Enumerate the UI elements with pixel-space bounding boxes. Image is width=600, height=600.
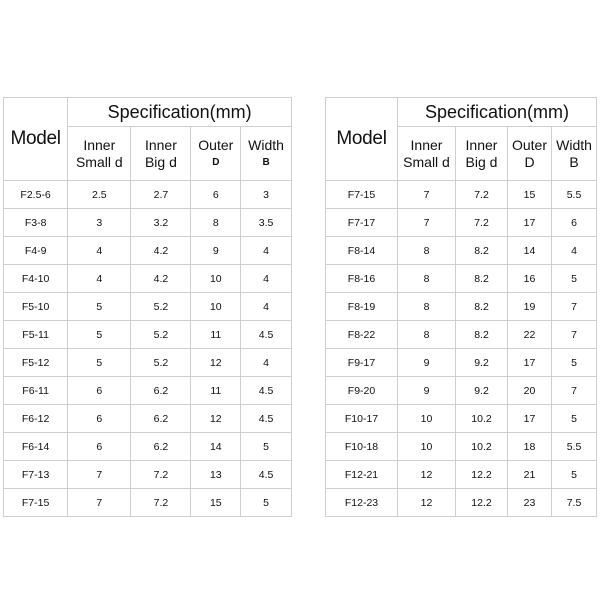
inner-big-d-cell: 8.2	[456, 293, 508, 321]
inner-small-d-cell: 12	[398, 489, 456, 517]
model-cell: F8-22	[326, 321, 398, 349]
column-header-inner-big-d	[456, 127, 508, 181]
inner-big-d-cell: 8.2	[456, 237, 508, 265]
inner-small-d-cell: 10	[398, 405, 456, 433]
width-b-cell: 5	[552, 405, 597, 433]
inner-big-d-cell: 10.2	[456, 433, 508, 461]
outer-d-cell: 10	[191, 293, 241, 321]
model-cell: F8-19	[326, 293, 398, 321]
column-header-line1: Inner	[410, 136, 443, 153]
width-b-cell: 5	[552, 349, 597, 377]
outer-d-cell: 8	[191, 209, 241, 237]
inner-big-d-cell: 7.2	[456, 209, 508, 237]
width-b-cell: 5	[552, 461, 597, 489]
width-b-cell: 5	[241, 489, 292, 517]
column-header-line2: Small d	[403, 153, 450, 170]
model-cell: F3-8	[4, 209, 68, 237]
inner-big-d-cell: 12.2	[456, 489, 508, 517]
model-cell: F7-17	[326, 209, 398, 237]
outer-d-cell: 17	[508, 349, 552, 377]
column-header-line2: Big d	[465, 153, 498, 170]
table-row	[4, 377, 292, 405]
inner-big-d-cell: 4.2	[131, 265, 191, 293]
outer-d-cell: 11	[191, 321, 241, 349]
outer-d-cell: 15	[508, 181, 552, 209]
table-row	[326, 349, 597, 377]
inner-big-d-cell: 6.2	[131, 405, 191, 433]
model-cell: F7-15	[4, 489, 68, 517]
model-cell: F6-12	[4, 405, 68, 433]
model-cell: F12-23	[326, 489, 398, 517]
width-b-cell: 4	[241, 237, 292, 265]
width-b-cell: 3	[241, 181, 292, 209]
outer-d-cell: 11	[191, 377, 241, 405]
model-cell: F10-18	[326, 433, 398, 461]
inner-big-d-cell: 2.7	[131, 181, 191, 209]
width-b-cell: 5	[241, 433, 292, 461]
outer-d-cell: 6	[191, 181, 241, 209]
inner-big-d-cell: 7.2	[131, 461, 191, 489]
model-cell: F7-15	[326, 181, 398, 209]
model-cell: F5-10	[4, 293, 68, 321]
table-row	[326, 265, 597, 293]
table-row	[4, 489, 292, 517]
table-row	[326, 237, 597, 265]
inner-big-d-cell: 8.2	[456, 321, 508, 349]
width-b-cell: 4	[241, 293, 292, 321]
inner-big-d-cell: 6.2	[131, 433, 191, 461]
width-b-cell: 3.5	[241, 209, 292, 237]
width-b-cell: 5.5	[552, 433, 597, 461]
table-row	[326, 209, 597, 237]
width-b-cell: 4.5	[241, 461, 292, 489]
column-header-line2: D	[524, 153, 535, 170]
table-row	[326, 461, 597, 489]
table-row	[326, 405, 597, 433]
inner-small-d-cell: 7	[398, 181, 456, 209]
outer-d-cell: 22	[508, 321, 552, 349]
width-b-cell: 4	[552, 237, 597, 265]
table-row	[4, 349, 292, 377]
column-header-line1: Outer	[198, 136, 234, 153]
table-row	[4, 293, 292, 321]
specification-header: Specification(mm)	[398, 98, 597, 127]
model-cell: F4-10	[4, 265, 68, 293]
specification-header: Specification(mm)	[68, 98, 292, 127]
inner-small-d-cell: 9	[398, 349, 456, 377]
inner-big-d-cell: 5.2	[131, 349, 191, 377]
table-row	[4, 321, 292, 349]
inner-big-d-cell: 7.2	[456, 181, 508, 209]
column-header-width-b	[552, 127, 597, 181]
outer-d-cell: 15	[191, 489, 241, 517]
column-header-line1: Outer	[511, 136, 547, 153]
model-cell: F5-12	[4, 349, 68, 377]
model-cell: F9-17	[326, 349, 398, 377]
outer-d-cell: 21	[508, 461, 552, 489]
column-header-line2: B	[262, 156, 270, 168]
table-row	[326, 321, 597, 349]
table-row	[326, 377, 597, 405]
column-header-inner-big-d	[131, 127, 191, 181]
model-cell: F6-14	[4, 433, 68, 461]
outer-d-cell: 14	[191, 433, 241, 461]
inner-small-d-cell: 8	[398, 237, 456, 265]
outer-d-cell: 12	[191, 405, 241, 433]
inner-big-d-cell: 5.2	[131, 293, 191, 321]
inner-small-d-cell: 5	[68, 349, 131, 377]
table-row	[4, 405, 292, 433]
model-cell: F5-11	[4, 321, 68, 349]
column-header-outer-d	[508, 127, 552, 181]
table-row	[4, 181, 292, 209]
width-b-cell: 4.5	[241, 377, 292, 405]
inner-small-d-cell: 2.5	[68, 181, 131, 209]
inner-big-d-cell: 9.2	[456, 377, 508, 405]
inner-big-d-cell: 5.2	[131, 321, 191, 349]
inner-small-d-cell: 10	[398, 433, 456, 461]
column-header-line2: Big d	[144, 153, 177, 170]
model-cell: F6-11	[4, 377, 68, 405]
column-header-line2: D	[212, 156, 220, 168]
model-cell: F10-17	[326, 405, 398, 433]
outer-d-cell: 23	[508, 489, 552, 517]
table-row	[4, 433, 292, 461]
inner-small-d-cell: 7	[68, 461, 131, 489]
inner-small-d-cell: 4	[68, 265, 131, 293]
width-b-cell: 4	[241, 265, 292, 293]
width-b-cell: 7	[552, 377, 597, 405]
width-b-cell: 5	[552, 265, 597, 293]
column-header-outer-d	[191, 127, 241, 181]
width-b-cell: 4	[241, 349, 292, 377]
outer-d-cell: 20	[508, 377, 552, 405]
table-row	[326, 181, 597, 209]
model-header: Model	[4, 98, 68, 181]
inner-small-d-cell: 6	[68, 405, 131, 433]
model-cell: F8-16	[326, 265, 398, 293]
model-cell: F4-9	[4, 237, 68, 265]
model-cell: F12-21	[326, 461, 398, 489]
inner-small-d-cell: 8	[398, 321, 456, 349]
outer-d-cell: 14	[508, 237, 552, 265]
inner-big-d-cell: 10.2	[456, 405, 508, 433]
inner-small-d-cell: 5	[68, 321, 131, 349]
table-row	[326, 433, 597, 461]
outer-d-cell: 19	[508, 293, 552, 321]
outer-d-cell: 12	[191, 349, 241, 377]
inner-big-d-cell: 12.2	[456, 461, 508, 489]
model-cell: F8-14	[326, 237, 398, 265]
column-header-line1: Width	[248, 136, 284, 153]
inner-big-d-cell: 8.2	[456, 265, 508, 293]
column-header-line1: Inner	[465, 136, 498, 153]
outer-d-cell: 10	[191, 265, 241, 293]
width-b-cell: 5.5	[552, 181, 597, 209]
inner-small-d-cell: 4	[68, 237, 131, 265]
outer-d-cell: 13	[191, 461, 241, 489]
table-row	[4, 237, 292, 265]
inner-small-d-cell: 7	[398, 209, 456, 237]
inner-small-d-cell: 5	[68, 293, 131, 321]
inner-small-d-cell: 6	[68, 433, 131, 461]
model-cell: F9-20	[326, 377, 398, 405]
outer-d-cell: 17	[508, 405, 552, 433]
outer-d-cell: 18	[508, 433, 552, 461]
inner-big-d-cell: 9.2	[456, 349, 508, 377]
inner-small-d-cell: 3	[68, 209, 131, 237]
inner-big-d-cell: 3.2	[131, 209, 191, 237]
table-row	[326, 293, 597, 321]
column-header-line2: B	[569, 153, 579, 170]
width-b-cell: 7.5	[552, 489, 597, 517]
model-cell: F7-13	[4, 461, 68, 489]
inner-big-d-cell: 4.2	[131, 237, 191, 265]
table-row	[4, 461, 292, 489]
inner-small-d-cell: 6	[68, 377, 131, 405]
outer-d-cell: 17	[508, 209, 552, 237]
inner-small-d-cell: 12	[398, 461, 456, 489]
column-header-inner-small-d	[68, 127, 131, 181]
outer-d-cell: 16	[508, 265, 552, 293]
inner-big-d-cell: 7.2	[131, 489, 191, 517]
outer-d-cell: 9	[191, 237, 241, 265]
width-b-cell: 4.5	[241, 321, 292, 349]
model-header: Model	[326, 98, 398, 181]
table-row	[4, 209, 292, 237]
column-header-line1: Width	[556, 136, 592, 153]
inner-small-d-cell: 8	[398, 265, 456, 293]
inner-small-d-cell: 8	[398, 293, 456, 321]
column-header-line1: Inner	[83, 136, 116, 153]
table-row	[4, 265, 292, 293]
model-cell: F2.5-6	[4, 181, 68, 209]
spec-table-left	[3, 97, 292, 517]
table-row	[326, 489, 597, 517]
width-b-cell: 7	[552, 293, 597, 321]
inner-big-d-cell: 6.2	[131, 377, 191, 405]
column-header-inner-small-d	[398, 127, 456, 181]
spec-table-right	[325, 97, 597, 517]
column-header-line1: Inner	[144, 136, 177, 153]
width-b-cell: 4.5	[241, 405, 292, 433]
inner-small-d-cell: 9	[398, 377, 456, 405]
width-b-cell: 6	[552, 209, 597, 237]
column-header-line2: Small d	[75, 153, 123, 170]
column-header-width-b	[241, 127, 292, 181]
width-b-cell: 7	[552, 321, 597, 349]
inner-small-d-cell: 7	[68, 489, 131, 517]
